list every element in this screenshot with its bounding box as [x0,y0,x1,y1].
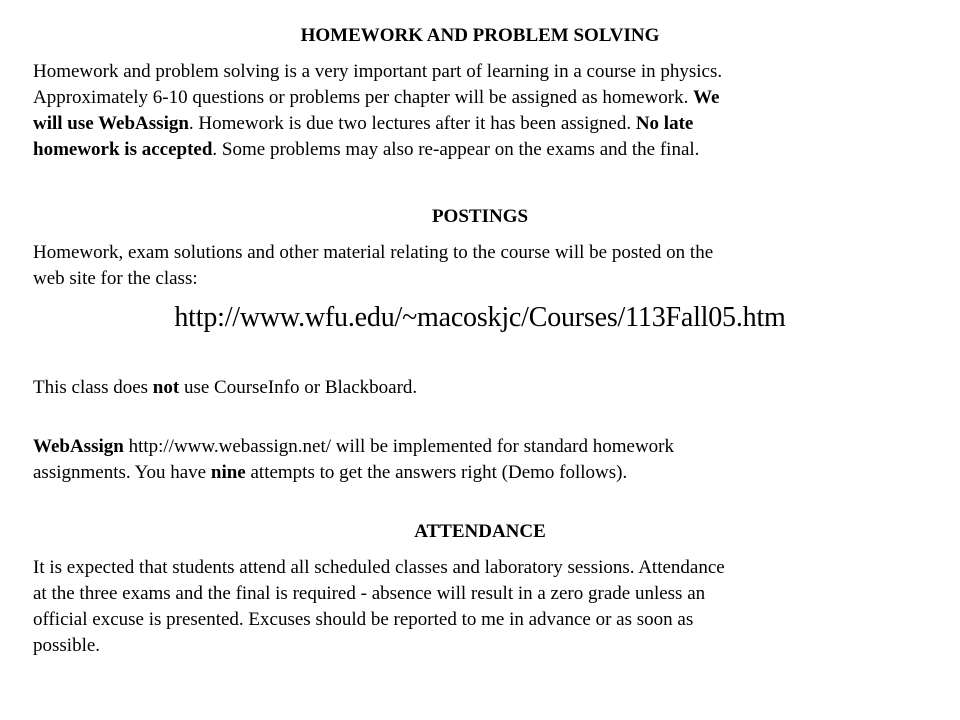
postings-heading: POSTINGS [431,206,529,227]
homework-line-3-bold-end: No late [635,113,694,134]
platform-note-line [33,375,933,401]
homework-line-4-bold: homework is accepted [33,139,213,160]
attendance-line-3: official excuse is presented. Excuses should be reported to me in advance or as soon as [33,609,694,630]
homework-line-4-text: . Some problems may also re-appear on the exams and the final. [212,139,700,160]
homework-paragraph [33,59,933,163]
attendance-line-1: It is expected that students attend all scheduled classes and laboratory sessions. Attendance [33,557,725,578]
platform-note [33,375,933,401]
homework-line-3 [33,111,933,137]
course-url-link[interactable]: http://www.wfu.edu/~macoskjc/Courses/113Fall05.htm [174,302,786,333]
homework-line-2-text: Approximately 6-10 questions or problems per chapter will be assigned as homework. [33,87,694,108]
webassign-line-2 [33,460,933,486]
webassign-line-2-text-a: assignments. You have [33,462,211,483]
attendance-line-4: possible. [33,635,101,656]
homework-line-1: Homework and problem solving is a very important part of learning in a course in physics. [33,61,723,82]
webassign-line-2-bold: nine [210,462,246,483]
platform-note-text-a: This class does [33,377,153,398]
webassign-line-1 [33,434,933,460]
postings-line-2: web site for the class: [33,268,198,289]
webassign-line-2-text-c: attempts to get the answers right (Demo follows). [245,462,628,483]
webassign-paragraph [33,434,933,486]
postings-line-1: Homework, exam solutions and other material relating to the course will be posted on the [33,242,714,263]
homework-heading: HOMEWORK AND PROBLEM SOLVING [300,25,660,46]
attendance-heading: ATTENDANCE [414,521,546,542]
homework-line-2 [33,85,933,111]
homework-line-3-bold: will use WebAssign [33,113,189,134]
webassign-bold: WebAssign [33,436,124,457]
attendance-paragraph [33,555,933,659]
platform-note-text-c: use CourseInfo or Blackboard. [179,377,418,398]
homework-line-3-text: . Homework is due two lectures after it has been assigned. [188,113,636,134]
attendance-line-2: at the three exams and the final is required - absence will result in a zero grade unless an [33,583,706,604]
platform-note-bold: not [152,377,180,398]
homework-line-4 [33,137,933,163]
webassign-url-text[interactable]: http://www.webassign.net/ will be implemented for standard homework [123,436,674,457]
postings-paragraph [33,240,933,292]
homework-line-2-bold: We [693,87,720,108]
